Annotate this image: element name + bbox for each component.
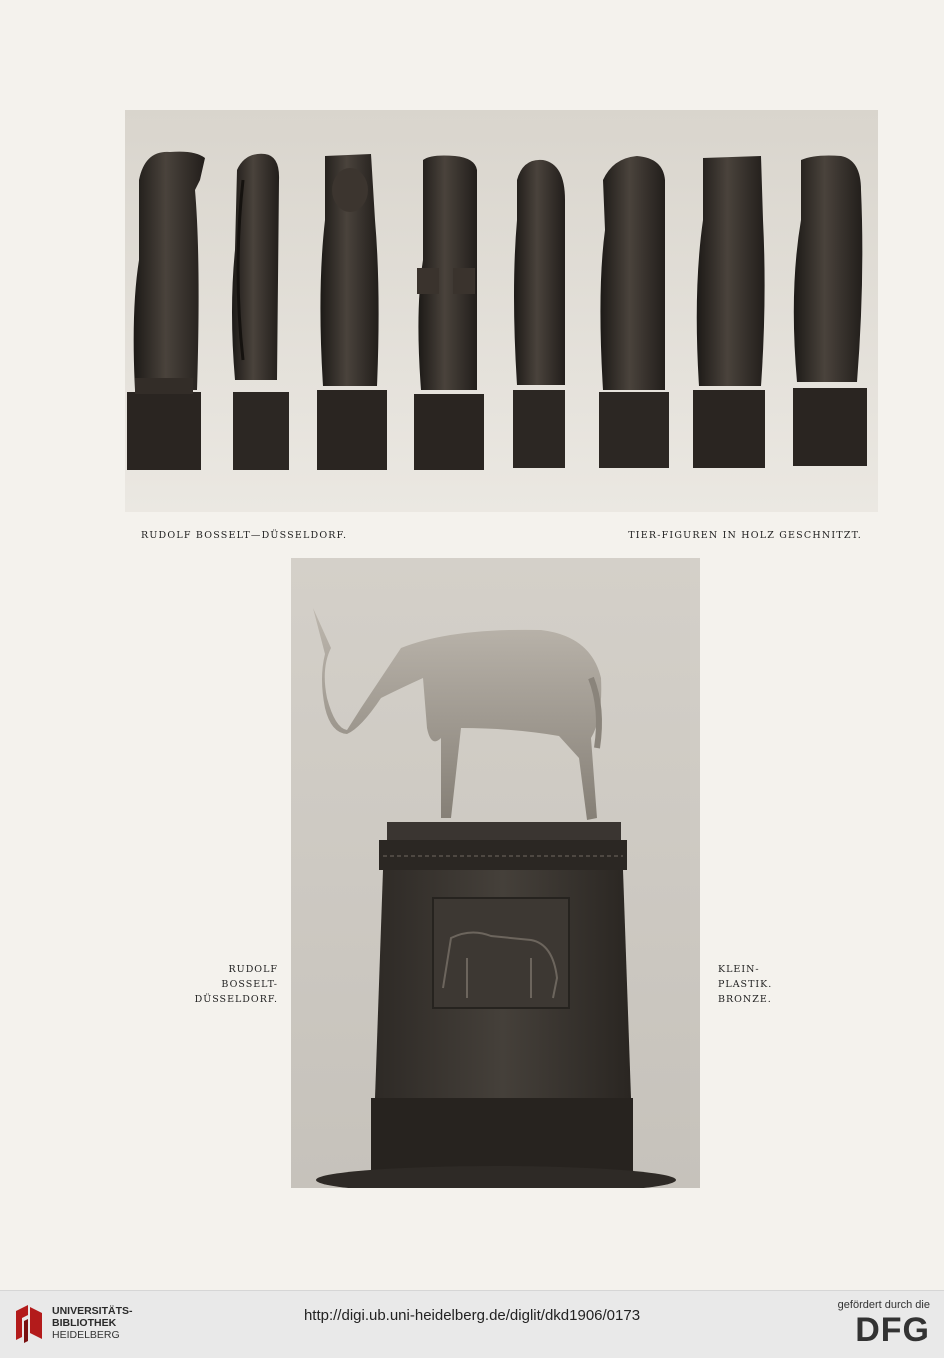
logo-line: UNIVERSITÄTS- bbox=[52, 1305, 133, 1317]
caption-line: DÜSSELDORF. bbox=[194, 994, 278, 1005]
dfg-wordmark: DFG bbox=[855, 1311, 930, 1349]
caption-line: BRONZE. bbox=[718, 994, 772, 1005]
document-url-link[interactable]: http://digi.ub.uni-heidelberg.de/diglit/dkd1906/0173 bbox=[303, 1307, 641, 1324]
caption-line: RUDOLF bbox=[228, 964, 278, 975]
owl-figure bbox=[693, 156, 765, 468]
footer-bar bbox=[0, 1290, 944, 1358]
eagle-figure bbox=[599, 156, 669, 468]
bottom-caption-left bbox=[190, 962, 278, 1007]
lion-figure-2 bbox=[793, 156, 867, 467]
caption-line: PLASTIK. bbox=[718, 979, 773, 990]
carved-animal-figures-photo bbox=[125, 110, 878, 512]
caption-line: BOSSELT- bbox=[221, 979, 278, 990]
bronze-donkey-photo bbox=[291, 558, 700, 1188]
funded-by-text: gefördert durch die bbox=[837, 1299, 930, 1311]
top-caption-right: TIER-FIGUREN IN HOLZ GESCHNITZT. bbox=[628, 530, 862, 541]
logo-line: HEIDELBERG bbox=[52, 1329, 120, 1341]
parrot-figure bbox=[513, 160, 565, 468]
caption-line: KLEIN- bbox=[718, 964, 760, 975]
top-caption-left: RUDOLF BOSSELT—DÜSSELDORF. bbox=[141, 530, 348, 541]
bottom-caption-right bbox=[718, 962, 808, 1007]
dfg-logo[interactable] bbox=[820, 1299, 930, 1347]
lion-figure bbox=[414, 156, 484, 471]
logo-line: BIBLIOTHEK bbox=[52, 1317, 117, 1329]
